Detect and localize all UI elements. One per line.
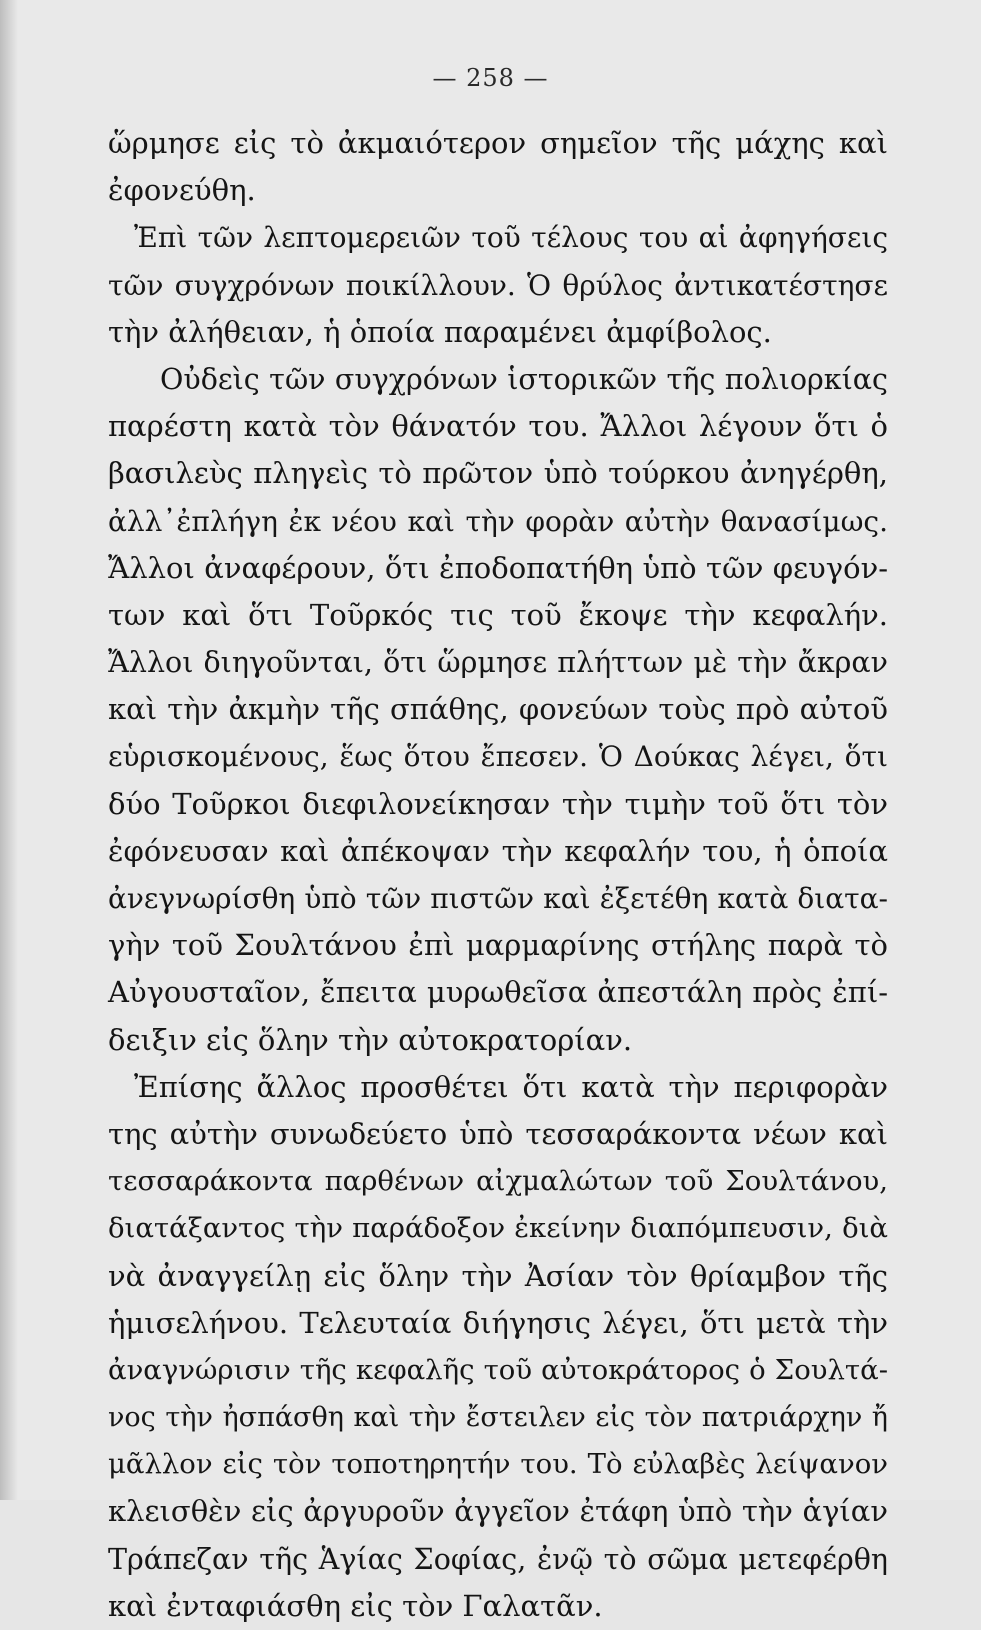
text-line: τὴν ἀλήθειαν, ἡ ὁποία παραμένει ἀμφίβολος.	[108, 314, 772, 349]
page-number: — 258 —	[432, 64, 549, 92]
text-line: βασιλεὺς πληγεὶς τὸ πρῶτον ὑπὸ τούρκου ἀνηγέρθη,	[108, 456, 888, 491]
text-line: τεσσαράκοντα παρθένων αἰχμαλώτων τοῦ Σουλτάνου,	[108, 1165, 888, 1198]
text-line: Ἄλλοι διηγοῦνται, ὅτι ὥρμησε πλήττων μὲ τὴν ἄκραν	[108, 646, 888, 680]
text-line: Ἐπὶ τῶν λεπτομερειῶν τοῦ τέλους του αἱ ἀφηγήσεις	[134, 221, 888, 255]
text-line: ἀναγνώρισιν τῆς κεφαλῆς τοῦ αὐτοκράτορος ὁ Σουλτά-	[108, 1353, 888, 1386]
text-line: ἐφονεύθη.	[108, 173, 256, 208]
text-line: νὰ ἀναγγείλῃ εἰς ὅλην τὴν Ἀσίαν τὸν θρίαμβον τῆς	[108, 1258, 888, 1293]
page-gutter-shadow	[0, 0, 18, 1500]
text-line: ὥρμησε εἰς τὸ ἀκμαιότερον σημεῖον τῆς μάχης καὶ	[108, 126, 888, 160]
text-line: Ἐπίσης ἄλλος προσθέτει ὅτι κατὰ τὴν περιφορὰν	[134, 1069, 888, 1104]
text-line: των καὶ ὅτι Τοῦρκός τις τοῦ ἔκοψε τὴν κεφαλήν.	[108, 597, 888, 632]
text-line: νος τὴν ἠσπάσθη καὶ τὴν ἔστειλεν εἰς τὸν πατριάρχην ἤ	[108, 1402, 888, 1434]
text-line: παρέστη κατὰ τὸν θάνατόν του. Ἄλλοι λέγουν ὅτι ὁ	[108, 409, 888, 444]
text-line: Οὐδεὶς τῶν συγχρόνων ἱστορικῶν τῆς πολιορκίας	[160, 362, 888, 396]
text-line: γὴν τοῦ Σουλτάνου ἐπὶ μαρμαρίνης στήλης παρὰ τὸ	[108, 928, 888, 963]
text-line: τῶν συγχρόνων ποικίλλουν. Ὁ θρύλος ἀντικατέστησε	[108, 268, 888, 302]
text-line: διατάξαντος τὴν παράδοξον ἐκείνην διαπόμπευσιν, διὰ	[108, 1212, 888, 1245]
text-line: δύο Τοῦρκοι διεφιλονείκησαν τὴν τιμὴν τοῦ ὅτι τὸν	[108, 786, 888, 821]
text-line: μᾶλλον εἰς τὸν τοποτηρητήν του. Τὸ εὐλαβὲς λείψανον	[108, 1448, 888, 1481]
text-line: ἀλλ᾽ἐπλήγη ἐκ νέου καὶ τὴν φορὰν αὐτὴν θανασίμως.	[108, 504, 888, 538]
text-line: Αὐγουσταῖον, ἔπειτα μυρωθεῖσα ἀπεστάλη πρὸς ἐπί-	[108, 975, 888, 1010]
text-line: της αὐτὴν συνωδεύετο ὑπὸ τεσσαράκοντα νέων καὶ	[108, 1116, 888, 1151]
text-line: ἐφόνευσαν καὶ ἀπέκοψαν τὴν κεφαλήν του, ἡ ὁποία	[108, 833, 888, 868]
text-line: κλεισθὲν εἰς ἀργυροῦν ἀγγεῖον ἐτάφη ὑπὸ τὴν ἁγίαν	[108, 1494, 888, 1529]
body-text	[108, 120, 888, 1630]
text-line: εὑρισκομένους, ἕως ὅτου ἔπεσεν. Ὁ Δούκας λέγει, ὅτι	[108, 740, 888, 774]
text-line: ἡμισελήνου. Τελευταία διήγησις λέγει, ὅτι μετὰ τὴν	[108, 1305, 888, 1340]
text-line: καὶ ἐνταφιάσθη εἰς τὸν Γαλατᾶν.	[108, 1588, 603, 1623]
text-line: Ἄλλοι ἀναφέρουν, ὅτι ἐποδοπατήθη ὑπὸ τῶν φευγόν-	[108, 550, 888, 585]
text-line: Τράπεζαν τῆς Ἁγίας Σοφίας, ἐνῷ τὸ σῶμα μετεφέρθη	[108, 1542, 888, 1576]
text-line: δειξιν εἰς ὅλην τὴν αὐτοκρατορίαν.	[108, 1022, 633, 1057]
text-line: καὶ τὴν ἀκμὴν τῆς σπάθης, φονεύων τοὺς πρὸ αὐτοῦ	[108, 692, 888, 727]
text-line: ἀνεγνωρίσθη ὑπὸ τῶν πιστῶν καὶ ἐξετέθη κατὰ διατα-	[108, 882, 888, 915]
